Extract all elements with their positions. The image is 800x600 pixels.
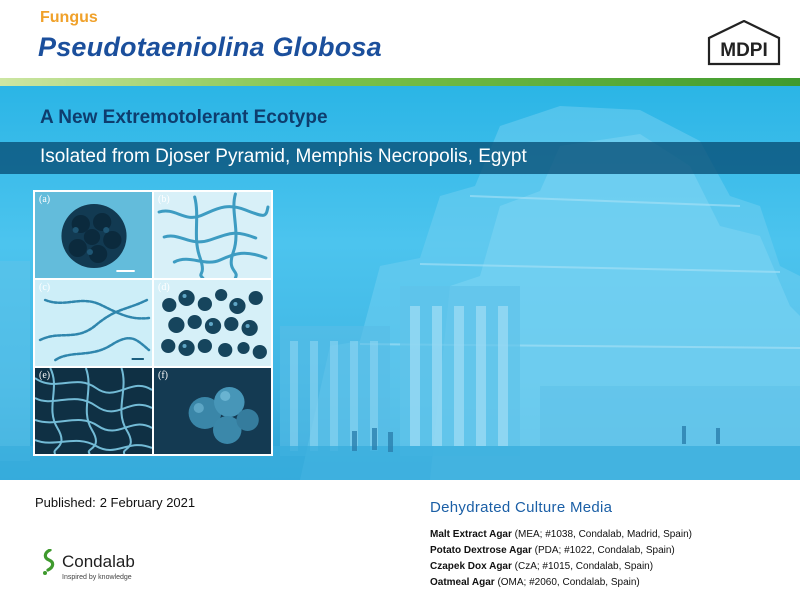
published-value: 2 February 2021 xyxy=(99,495,196,510)
list-item xyxy=(430,543,692,559)
page-title: Pseudotaeniolina Globosa xyxy=(38,32,382,62)
micrograph-grid xyxy=(33,190,273,456)
micrograph-panel xyxy=(35,192,152,278)
condalab-mark-icon xyxy=(40,549,58,575)
panel-label: (b) xyxy=(158,194,170,205)
header xyxy=(0,0,800,80)
location-text: Isolated from Djoser Pyramid, Memphis Necropolis, Egypt xyxy=(40,146,527,167)
panel-label: (e) xyxy=(39,370,51,381)
category-label: Fungus xyxy=(40,9,98,26)
condalab-logo[interactable] xyxy=(40,549,160,585)
micrograph-panel xyxy=(154,192,271,278)
panel-label: (c) xyxy=(39,282,51,293)
list-item xyxy=(430,575,692,591)
mesh-icon xyxy=(35,368,152,454)
media-name: Potato Dextrose Agar xyxy=(430,545,532,556)
media-name: Oatmeal Agar xyxy=(430,577,495,588)
micrograph-panel xyxy=(154,280,271,366)
mdpi-logo[interactable] xyxy=(706,20,782,66)
svg-text:MDPI: MDPI xyxy=(720,40,768,61)
media-heading: Dehydrated Culture Media xyxy=(430,499,613,516)
media-detail: (MEA; #1038, Condalab, Madrid, Spain) xyxy=(514,529,692,540)
media-detail: (CzA; #1015, Condalab, Spain) xyxy=(514,561,654,572)
colony-icon xyxy=(35,192,152,278)
panel-label: (f) xyxy=(158,370,168,381)
micrograph-panel xyxy=(154,368,271,454)
micrograph-panel xyxy=(35,280,152,366)
published-label: Published: xyxy=(35,495,96,510)
media-detail: (PDA; #1022, Condalab, Spain) xyxy=(534,545,675,556)
list-item xyxy=(430,559,692,575)
published-date xyxy=(35,495,195,510)
sponsor-name: Condalab xyxy=(62,552,135,571)
panel-label: (a) xyxy=(39,194,51,205)
media-name: Czapek Dox Agar xyxy=(430,561,512,572)
sem-cells-icon xyxy=(154,368,271,454)
panel-label: (d) xyxy=(158,282,170,293)
sponsor-tagline: Inspired by knowledge xyxy=(62,574,132,581)
media-name: Malt Extract Agar xyxy=(430,529,512,540)
subtitle: A New Extremotolerant Ecotype xyxy=(40,107,328,128)
chains-icon xyxy=(35,280,152,366)
location-band xyxy=(0,142,800,174)
hero-section xyxy=(0,86,800,480)
hyphae-icon xyxy=(154,192,271,278)
media-detail: (OMA; #2060, Condalab, Spain) xyxy=(497,577,640,588)
header-accent-bar xyxy=(0,78,800,86)
micrograph-panel xyxy=(35,368,152,454)
media-list xyxy=(430,527,692,591)
spheres-icon xyxy=(154,280,271,366)
list-item xyxy=(430,527,692,543)
